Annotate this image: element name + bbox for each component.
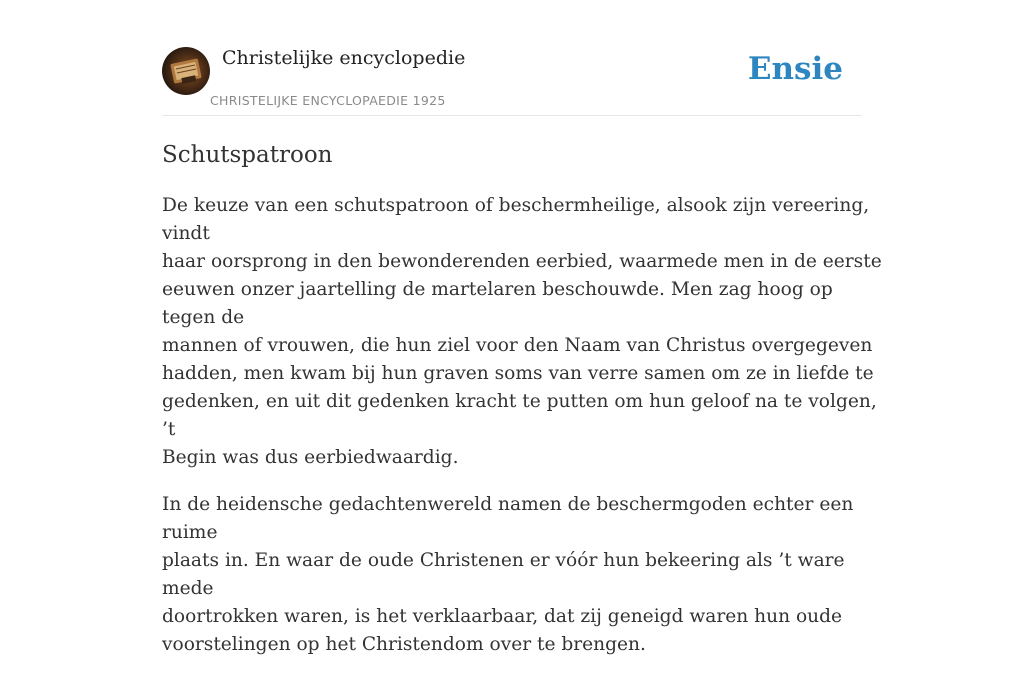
article-paragraph-2: [162, 491, 882, 659]
text-line: plaats in. En waar de oude Christenen er vóór hun bekeering als ’t ware mede: [162, 550, 845, 599]
text-line: hadden, men kwam bij hun graven soms van verre samen om ze in liefde te: [162, 363, 874, 384]
header: [162, 0, 862, 116]
text-line: In de heidensche gedachtenwereld namen de beschermgoden echter een ruime: [162, 494, 854, 543]
article-title: Schutspatroon: [162, 142, 333, 168]
text-line: gedenken, en uit dit gedenken kracht te putten om hun geloof na te volgen, ’t: [162, 391, 877, 440]
book-cover-avatar[interactable]: [162, 47, 210, 95]
brand-logo[interactable]: Ensie: [747, 51, 843, 87]
text-line: eeuwen onzer jaartelling de martelaren beschouwde. Men zag hoog op tegen de: [162, 279, 833, 328]
book-subtitle[interactable]: CHRISTELIJKE ENCYCLOPAEDIE 1925: [210, 93, 446, 108]
text-line: mannen of vrouwen, die hun ziel voor den Naam van Christus overgegeven: [162, 335, 873, 356]
text-line: haar oorsprong in den bewonderenden eerbied, waarmede men in de eerste: [162, 251, 882, 272]
article-paragraph-1: [162, 192, 882, 472]
book-title[interactable]: Christelijke encyclopedie: [222, 47, 466, 69]
text-line: De keuze van een schutspatroon of beschermheilige, alsook zijn vereering, vindt: [162, 195, 870, 244]
article-body: [162, 192, 882, 678]
text-line: Begin was dus eerbiedwaardig.: [162, 447, 459, 468]
page: [162, 0, 882, 655]
text-line: voorstelingen op het Christendom over te brengen.: [162, 634, 646, 655]
text-line: doortrokken waren, is het verklaarbaar, dat zij geneigd waren hun oude: [162, 606, 843, 627]
